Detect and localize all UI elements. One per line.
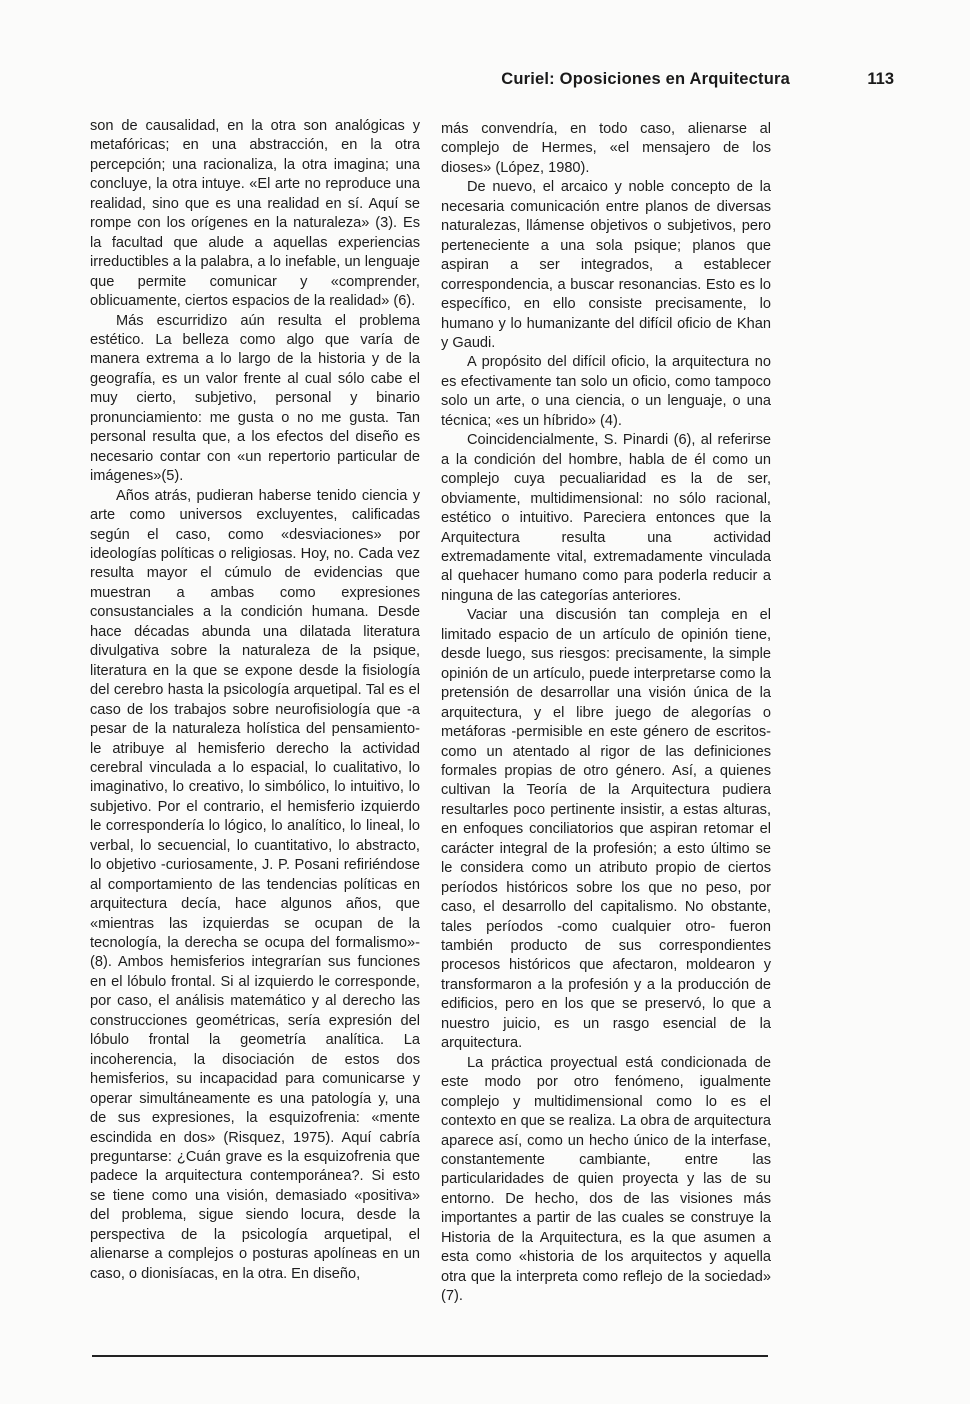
paragraph: Vaciar una discusión tan compleja en el limitado espacio de un artículo de opinión tiene, desde luego, sus riesgos: precisamente, la simple opinión de un artículo, puede interpretarse como la pretensión de desarrollar una visión única de la arquitectura, y el libre juego de alegorías o metáforas -permisible en este género de escritos- como un atentado al rigor de las definiciones formales propias de otro género. Así, a quienes cultivan la Teoría de la Arquitectura pudiera resultarles poco pertinente insistir, a estas alturas, en enfoques conciliatorios que aspiran retomar el carácter integral de la profesión; a esto último se le considera como un atributo propio de ciertos períodos históricos sobre los que no peso, por caso, el desarrollo del capitalismo. No obstante, tales períodos -como cualquier otro- fueron también producto de sus correspondientes procesos históricos que afectaron, moldearon y transformaron a la profesión y a la producción de edificios, pero en los que se preservó, lo que a nuestro juicio, es un rasgo esencial de la arquitectura. (441, 607, 771, 1052)
right-column (441, 120, 771, 1307)
paragraph: Más escurridizo aún resulta el problema estético. La belleza como algo que varía de manera extrema a lo largo de la historia y de la geografía, es un valor frente al cual sólo cabe el muy cierto, subjetivo, personal y binario pronunciamiento: me gusta o no me gusta. Tan personal resulta que, a los efectos del diseño es necesario contar con «un repertorio particular de imágenes»(5). (90, 312, 420, 485)
paragraph: De nuevo, el arcaico y noble concepto de la necesaria comunicación entre planos de diversas naturalezas, llámense objetivos o subjetivos, pero perteneciente a una sola psique; planos que aspiran a ser integrados, a establecer correspondencia, a buscar resonancias. Esto es lo específico, en ello consiste precisamente, lo humano y lo humanizante del difícil oficio de Khan y Gaudi. (441, 179, 771, 351)
paragraph: son de causalidad, en la otra son analógicas y metafóricas; en una abstracción, en la otra percepción; una racionaliza, la otra imagina; una concluye, la otra intuye. «El arte no reproduce una realidad, sino que es una realidad en sí. Aquí se rompe con los orígenes en la naturaleza» (3). Es la facultad que alude a aquellas experiencias irreductibles a la palabra, a lo inefable, un lenguaje que permite comunicar y «comprender, oblicuamente, ciertos espacios de la realidad» (6). (90, 118, 420, 310)
paragraph: Coincidencialmente, S. Pinardi (6), al referirse a la condición del hombre, habla de él como un complejo cuya pecualiaridad es la de ser, obviamente, multidimensional: no sólo racional, estético o intuitivo. Pareciera entonces que la Arquitectura resulta una actividad extremadamente vital, extremadamente vinculada al quehacer humano como para poderla reducir a ninguna de las categorías anteriores. (441, 432, 771, 604)
footer-rule (92, 1355, 768, 1357)
paragraph: Años atrás, pudieran haberse tenido ciencia y arte como universos excluyentes, calificadas según el caso, como «desviaciones» por ideologías políticas o religiosas. Hoy, no. Cada vez resulta mayor el cúmulo de evidencias que muestran a ambas como expresiones consustanciales a la condición humana. Desde hace décadas abunda una dilatada literatura divulgativa sobre la naturaleza de la psique, literatura en la que se expone desde la fisiología del cerebro hasta la psicología arquetipal. Tal es el caso de los trabajos sobre neurofisiología que -a pesar de la naturaleza holística del pensamiento- le atribuye al hemisferio derecho la actividad cerebral vinculada a lo espacial, lo cualitativo, lo imaginativo, lo creativo, lo simbólico, lo intuitivo, lo subjetivo. Por el contrario, el hemisferio izquierdo le correspondería lo lógico, lo analítico, lo lineal, lo verbal, lo secuencial, lo cuantitativo, lo abstracto, lo objetivo -curiosamente, J. P. Posani refiriéndose al comportamiento de las tendencias políticas en arquitectura decía, hace algunos años, que «mientras las izquierdas se ocupan de la tecnología, la derecha se ocupa del formalismo»-(8). Ambos hemisferios integrarían sus funciones en el lóbulo frontal. Si al izquierdo le corresponde, por caso, el análisis matemático y al derecho las construcciones geométricas, sería expresión del lóbulo frontal la geometría analítica. La incoherencia, la disociación de estos dos hemisferios, su incapacidad para comunicarse y operar simultáneamente es una patología y, una de sus expresiones, la esquizofrenia: «mente escindida en dos» (Risquez, 1975). Aquí cabría preguntarse: ¿Cuán grave es la esquizofrenia que padece la arquitectura contemporánea?. Si esto se tiene como una visión, demasiado «positiva» del problema, sigue siendo locura, desde la perspectiva de la psicología arquetipal, el alienarse a complejos o posturas apolíneas en un caso, o dionisíacas, en la otra. En diseño, (90, 487, 420, 1282)
paragraph: más convendría, en todo caso, alienarse al complejo de Hermes, «el mensajero de los dioses» (López, 1980). (441, 121, 771, 176)
page-number: 113 (867, 70, 894, 88)
running-header (90, 70, 898, 96)
running-title: Curiel: Oposiciones en Arquitectura (501, 70, 790, 88)
paragraph: La práctica proyectual está condicionada de este modo por otro fenómeno, igualmente complejo y multidimensional como lo es el contexto en que se realiza. La obra de arquitectura aparece así, como un hecho único de la interfase, constantemente cambiante, entre las particularidades de quien proyecta y las de su entorno. De hecho, dos de las visiones más importantes a partir de las cuales se construye la Historia de la Arquitectura, es la que asumen a esta como «historia de los arquitectos y aquella otra que la interpreta como reflejo de la sociedad» (7). (441, 1054, 771, 1305)
paragraph: A propósito del difícil oficio, la arquitectura no es efectivamente tan solo un oficio, como tampoco solo un arte, o una ciencia, o un lenguaje, o una técnica; «es un híbrido» (4). (441, 354, 771, 429)
left-column (90, 117, 420, 1284)
